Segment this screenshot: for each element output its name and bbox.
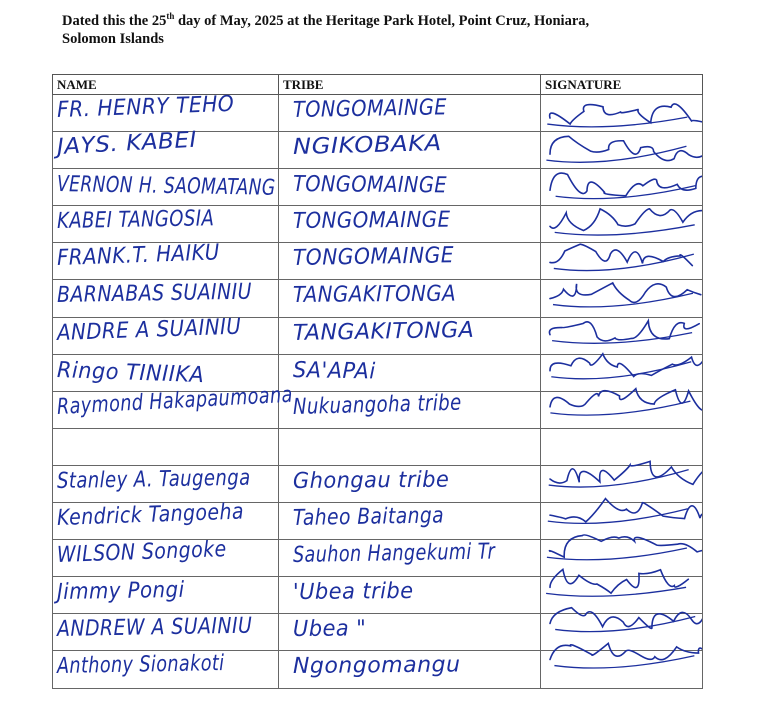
handwritten-name: VERNON H. SAOMATANG [56, 172, 276, 202]
handwritten-tribe: Ubea " [292, 616, 367, 643]
tribe-cell [279, 614, 541, 651]
handwritten-name: Ringo TINIIKA [56, 357, 205, 388]
handwritten-name: Raymond Hakapaumoana [56, 382, 294, 420]
table-header-row [53, 75, 703, 95]
table-row [53, 465, 703, 502]
table-row [53, 206, 703, 243]
table-row [53, 391, 703, 428]
handwritten-tribe: TANGAKITONGA [292, 317, 475, 346]
tribe-cell [279, 280, 541, 317]
name-cell [53, 280, 279, 317]
handwritten-tribe: TANGAKITONGA [292, 282, 457, 309]
handwritten-name: FR. HENRY TEHO [56, 91, 235, 123]
table-row [53, 317, 703, 354]
signature-cell [541, 354, 703, 391]
handwritten-tribe: Nukuangoha tribe [292, 390, 462, 420]
signature-cell [541, 577, 703, 614]
handwritten-name: BARNABAS SUAINIU [56, 280, 253, 309]
handwritten-name: Jimmy Pongi [56, 577, 185, 606]
tribe-cell [279, 540, 541, 577]
name-cell [53, 465, 279, 502]
name-cell [53, 127, 279, 169]
handwritten-name: ANDRE A SUAINIU [56, 314, 242, 346]
table-row [53, 95, 703, 132]
tribe-cell [279, 577, 541, 614]
signature-cell [541, 169, 703, 206]
signature-cell [541, 280, 703, 317]
table-row [53, 651, 703, 688]
handwritten-tribe: TONGOMAINGE [292, 243, 455, 272]
handwritten-name: Stanley A. Taugenga [56, 465, 251, 494]
signature-cell [541, 503, 703, 540]
handwritten-name: Kendrick Tangoeha [56, 499, 245, 532]
tribe-cell [279, 132, 541, 169]
name-cell [53, 499, 279, 540]
tribe-cell [279, 95, 541, 132]
name-cell [53, 428, 279, 465]
name-column-header: NAME [53, 75, 279, 95]
table-row [53, 132, 703, 169]
table-row [53, 428, 703, 465]
handwritten-tribe: TONGOMAINGE [292, 95, 448, 123]
handwritten-tribe: Sauhon Hangekumi Tr [292, 539, 496, 569]
tribe-cell [279, 169, 541, 206]
tribe-cell [279, 465, 541, 502]
name-cell [53, 577, 279, 614]
table-row [53, 577, 703, 614]
tribe-cell [279, 428, 541, 465]
table-row [53, 243, 703, 280]
handwritten-name: Anthony Sionakoti [56, 651, 225, 680]
table-row [53, 354, 703, 391]
handwritten-tribe: NGIKOBAKA [292, 131, 443, 161]
document-heading [62, 12, 742, 48]
name-cell [53, 382, 294, 428]
name-cell [53, 240, 279, 280]
signature-cell [541, 651, 703, 688]
table-row [53, 503, 703, 540]
signature-cell [541, 95, 703, 132]
name-cell [53, 537, 279, 577]
tribe-cell [279, 503, 541, 540]
table-row [53, 614, 703, 651]
signature-column-header: SIGNATURE [541, 75, 703, 95]
name-cell [53, 651, 279, 688]
tribe-cell [279, 651, 541, 688]
signature-sheet [52, 74, 702, 700]
handwritten-name: JAYS. KABEI [56, 127, 198, 161]
handwritten-tribe: Ghongau tribe [292, 467, 450, 494]
heading-line-2: Solomon Islands [62, 31, 164, 47]
name-cell [53, 91, 279, 132]
name-cell [53, 314, 279, 354]
handwritten-tribe: Taheo Baitanga [292, 503, 445, 532]
signature-cell [541, 391, 703, 428]
signature-cell [541, 614, 703, 651]
signature-cell [541, 540, 703, 577]
signature-cell [541, 243, 703, 280]
name-cell [53, 206, 279, 243]
handwritten-tribe: Ngongomangu [292, 652, 461, 680]
handwritten-name: WILSON Songoke [56, 537, 228, 569]
table-row [53, 280, 703, 317]
handwritten-name: ANDREW A SUAINIU [56, 613, 253, 643]
handwritten-tribe: SA'APAi [292, 357, 376, 385]
heading-line-1: Dated this the 25th day of May, 2025 at the Heritage Park Hotel, Point Cruz, Honiara, [62, 11, 590, 29]
handwritten-name: KABEI TANGOSIA [56, 206, 215, 235]
tribe-column-header: TRIBE [279, 75, 541, 95]
handwritten-tribe: TONGOMAINGE [292, 207, 451, 235]
table-row [53, 169, 703, 206]
signature-cell [541, 465, 703, 502]
signature-cell [541, 132, 703, 169]
signature-table [52, 74, 703, 689]
signature-cell [541, 206, 703, 243]
handwritten-tribe: TONGOMAINGE [292, 172, 448, 199]
tribe-cell [279, 243, 541, 280]
handwritten-tribe: 'Ubea tribe [292, 579, 414, 606]
table-row [53, 540, 703, 577]
name-cell [53, 169, 279, 206]
tribe-cell [279, 206, 541, 243]
tribe-cell [279, 354, 541, 391]
tribe-cell [279, 391, 541, 428]
tribe-cell [279, 317, 541, 354]
signature-cell [541, 428, 703, 465]
handwritten-name: FRANK.T. HAIKU [56, 240, 221, 272]
signature-cell [541, 317, 703, 354]
name-cell [53, 614, 279, 651]
